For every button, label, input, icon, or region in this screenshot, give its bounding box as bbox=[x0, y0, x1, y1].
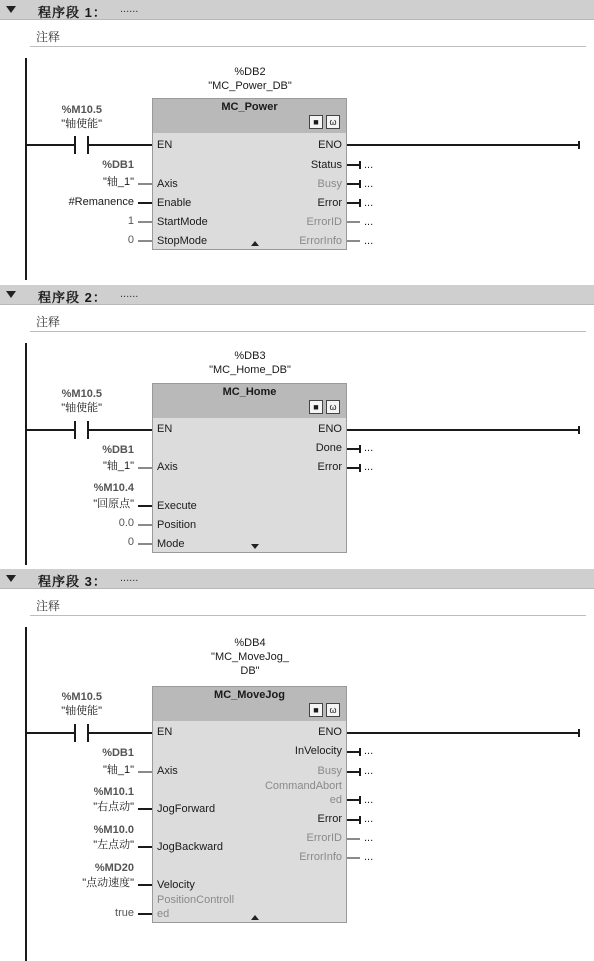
collapse-icon[interactable] bbox=[6, 575, 16, 582]
jogforward-addr: %M10.1 bbox=[93, 786, 134, 798]
pin-jogbackward: JogBackward bbox=[157, 841, 224, 853]
mode-value: 0 bbox=[127, 536, 134, 548]
stethoscope-icon[interactable]: ω bbox=[326, 703, 340, 717]
pin-startmode: StartMode bbox=[157, 216, 208, 228]
pin-commandaborted-2: ed bbox=[329, 794, 342, 806]
pin-busy: Busy bbox=[317, 765, 342, 777]
db-name: "MC_Home_DB" bbox=[209, 364, 291, 376]
pin-errorid: ErrorID bbox=[306, 216, 342, 228]
startmode-value: 1 bbox=[127, 215, 134, 227]
pin-mode: Mode bbox=[157, 538, 185, 550]
velocity-addr: %MD20 bbox=[94, 862, 134, 874]
jogbackward-name: "左点动" bbox=[93, 839, 134, 851]
network-3-comment[interactable]: 注释 bbox=[30, 594, 586, 616]
pin-enable: Enable bbox=[157, 197, 192, 209]
collapse-pins-icon[interactable] bbox=[251, 915, 259, 920]
block-diagram-icon[interactable]: ■ bbox=[309, 400, 323, 414]
pin-error: Error bbox=[317, 813, 342, 825]
position-value: 0.0 bbox=[118, 517, 134, 529]
pin-axis: Axis bbox=[157, 178, 178, 190]
block-name: MC_MoveJog bbox=[214, 689, 285, 701]
network-3-title: 程序段 3： bbox=[38, 574, 107, 589]
contact-name: "轴使能" bbox=[61, 118, 102, 130]
network-1-title: 程序段 1： bbox=[38, 5, 107, 20]
axis-addr: %DB1 bbox=[102, 747, 134, 759]
network-3-header[interactable]: 程序段 3： ...... bbox=[0, 569, 594, 589]
stethoscope-icon[interactable]: ω bbox=[326, 400, 340, 414]
pin-busy: Busy bbox=[317, 178, 342, 190]
pin-invelocity: InVelocity bbox=[294, 745, 342, 757]
db-name-line1: "MC_MoveJog_ bbox=[211, 651, 289, 663]
pin-en: EN bbox=[157, 423, 173, 435]
pin-stopmode: StopMode bbox=[157, 235, 208, 247]
pin-en: EN bbox=[157, 726, 173, 738]
positioncontrolled-value: true bbox=[115, 907, 134, 919]
axis-addr: %DB1 bbox=[102, 159, 134, 171]
jogbackward-addr: %M10.0 bbox=[93, 824, 134, 836]
axis-name: "轴_1" bbox=[102, 460, 134, 472]
db-name-line2: DB" bbox=[240, 665, 260, 677]
contact-left[interactable] bbox=[74, 724, 76, 742]
pin-done: Done bbox=[315, 442, 342, 454]
axis-addr: %DB1 bbox=[102, 444, 134, 456]
collapse-icon[interactable] bbox=[6, 291, 16, 298]
pin-en: EN bbox=[157, 139, 173, 151]
pin-position: Position bbox=[157, 519, 197, 531]
pin-execute: Execute bbox=[157, 500, 197, 512]
contact-left[interactable] bbox=[74, 421, 76, 439]
db-name: "MC_Power_DB" bbox=[208, 80, 292, 92]
block-name: MC_Home bbox=[222, 386, 277, 398]
network-1-header[interactable] bbox=[0, 0, 594, 20]
db-addr: %DB3 bbox=[234, 350, 266, 362]
axis-name: "轴_1" bbox=[102, 764, 134, 776]
execute-name: "回原点" bbox=[93, 498, 134, 510]
block-diagram-icon[interactable]: ■ bbox=[309, 703, 323, 717]
pin-eno: ENO bbox=[318, 423, 342, 435]
network-2-comment[interactable]: 注释 bbox=[30, 310, 586, 332]
pin-status: Status bbox=[310, 159, 342, 171]
pin-jogforward: JogForward bbox=[157, 803, 216, 815]
contact-name: "轴使能" bbox=[61, 705, 102, 717]
db-addr: %DB4 bbox=[234, 637, 266, 649]
pin-axis: Axis bbox=[157, 461, 178, 473]
expand-pins-icon[interactable] bbox=[251, 544, 259, 549]
pin-errorid: ErrorID bbox=[306, 832, 342, 844]
pin-errorinfo: ErrorInfo bbox=[299, 851, 342, 863]
velocity-name: "点动速度" bbox=[82, 877, 134, 889]
contact-addr: %M10.5 bbox=[61, 104, 102, 116]
contact-name: "轴使能" bbox=[61, 402, 102, 414]
pin-error: Error bbox=[317, 461, 342, 473]
collapse-icon[interactable] bbox=[6, 6, 16, 13]
contact-addr: %M10.5 bbox=[61, 388, 102, 400]
pin-velocity: Velocity bbox=[157, 879, 195, 891]
enable-operand: #Remanence bbox=[68, 196, 134, 208]
stethoscope-icon[interactable]: ω bbox=[326, 115, 340, 129]
pin-axis: Axis bbox=[157, 765, 178, 777]
axis-name: "轴_1" bbox=[102, 176, 134, 188]
contact-addr: %M10.5 bbox=[61, 691, 102, 703]
pin-error: Error bbox=[317, 197, 342, 209]
jogforward-name: "右点动" bbox=[93, 801, 134, 813]
pin-errorinfo: ErrorInfo bbox=[299, 235, 342, 247]
pin-positioncontrolled-1: PositionControll bbox=[157, 894, 235, 906]
pin-positioncontrolled-2: ed bbox=[157, 908, 170, 920]
contact-left[interactable] bbox=[74, 136, 76, 154]
network-1-dots: ...... bbox=[120, 3, 139, 15]
db-addr: %DB2 bbox=[234, 66, 266, 78]
block-diagram-icon[interactable]: ■ bbox=[309, 115, 323, 129]
execute-addr: %M10.4 bbox=[93, 482, 134, 494]
pin-eno: ENO bbox=[318, 726, 342, 738]
block-name: MC_Power bbox=[221, 101, 278, 113]
network-2-title: 程序段 2： bbox=[38, 290, 107, 305]
network-1-comment[interactable]: 注释 bbox=[30, 25, 586, 47]
stopmode-value: 0 bbox=[127, 234, 134, 246]
network-2-header[interactable]: 程序段 2： ...... bbox=[0, 285, 594, 305]
pin-eno: ENO bbox=[318, 139, 342, 151]
pin-commandaborted-1: CommandAbort bbox=[264, 780, 342, 792]
